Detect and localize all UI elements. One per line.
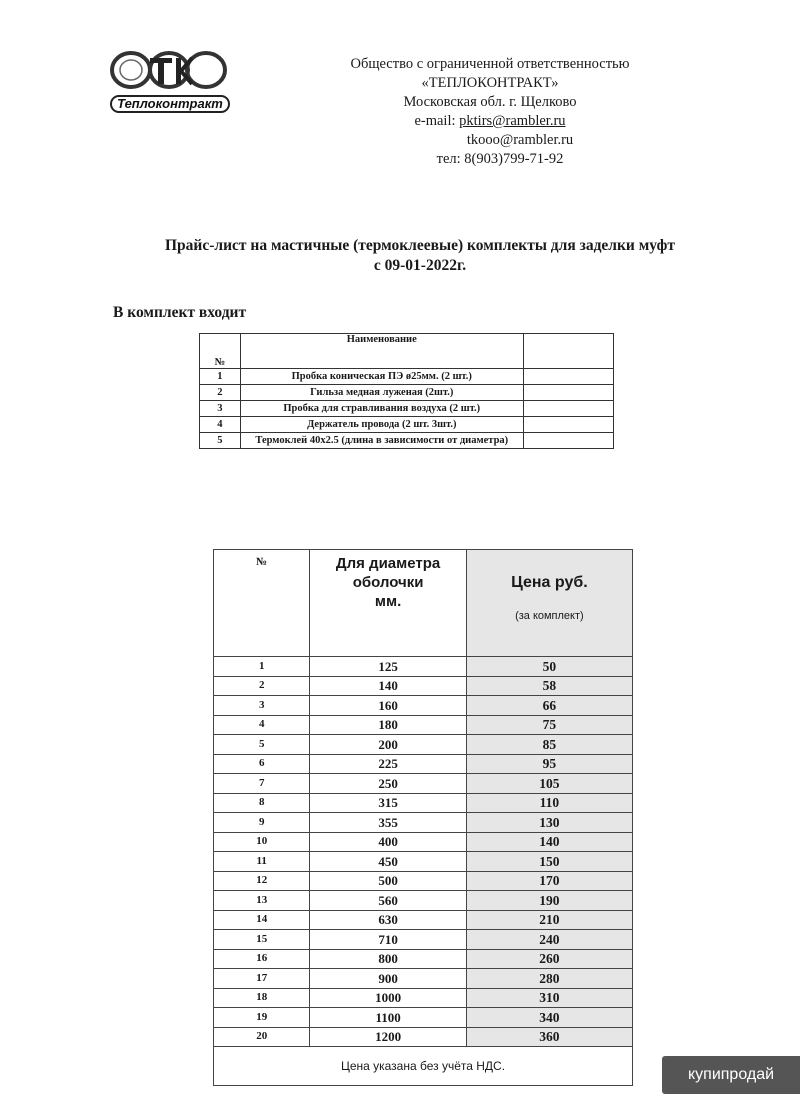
table-row <box>214 988 633 1008</box>
price-row-num: 5 <box>214 735 310 755</box>
table-row <box>214 891 633 911</box>
kit-row-empty <box>523 417 613 433</box>
table-row <box>214 832 633 852</box>
price-row-price: 140 <box>466 832 632 852</box>
table-row <box>214 1008 633 1028</box>
price-row-price: 75 <box>466 715 632 735</box>
kit-row-num: 3 <box>200 401 241 417</box>
price-row-diameter: 450 <box>310 852 466 872</box>
price-table-header <box>214 550 633 657</box>
price-row-diameter: 630 <box>310 910 466 930</box>
price-row-num: 18 <box>214 988 310 1008</box>
table-row <box>200 401 614 417</box>
price-table <box>213 549 633 1086</box>
price-row-num: 17 <box>214 969 310 989</box>
logo-emblem <box>106 48 234 98</box>
price-note: Цена указана без учёта НДС. <box>214 1047 633 1086</box>
table-row <box>214 774 633 794</box>
price-row-price: 340 <box>466 1008 632 1028</box>
price-row-price: 130 <box>466 813 632 833</box>
price-row-num: 20 <box>214 1027 310 1047</box>
price-row-diameter: 180 <box>310 715 466 735</box>
kit-row-num: 4 <box>200 417 241 433</box>
price-header-label: Цена руб. <box>511 574 588 591</box>
price-row-num: 4 <box>214 715 310 735</box>
price-col-diameter <box>310 550 466 657</box>
title-line-1: Прайс-лист на мастичные (термоклеевые) комплекты для заделки муфт <box>165 237 675 254</box>
table-row <box>214 754 633 774</box>
kit-col-empty <box>523 334 613 369</box>
table-row <box>214 676 633 696</box>
price-row-num: 19 <box>214 1008 310 1028</box>
price-row-diameter: 710 <box>310 930 466 950</box>
kit-row-name: Пробка для стравливания воздуха (2 шт.) <box>240 401 523 417</box>
company-legal-form: Общество с ограниченной ответственностью <box>350 56 630 72</box>
table-row <box>214 852 633 872</box>
kit-contents-table <box>199 333 614 449</box>
site-watermark: купипродай <box>662 1056 800 1094</box>
price-row-num: 3 <box>214 696 310 716</box>
price-row-diameter: 140 <box>310 676 466 696</box>
kit-row-empty <box>523 401 613 417</box>
price-row-num: 11 <box>214 852 310 872</box>
price-row-price: 240 <box>466 930 632 950</box>
price-row-diameter: 250 <box>310 774 466 794</box>
table-row <box>214 735 633 755</box>
kit-row-num: 1 <box>200 369 241 385</box>
price-row-num: 6 <box>214 754 310 774</box>
kit-heading: В комплект входит <box>113 304 247 321</box>
price-row-price: 110 <box>466 793 632 813</box>
price-row-diameter: 800 <box>310 949 466 969</box>
price-row-price: 58 <box>466 676 632 696</box>
price-row-num: 13 <box>214 891 310 911</box>
table-row <box>214 871 633 891</box>
price-row-num: 15 <box>214 930 310 950</box>
table-row <box>214 657 633 677</box>
email-link-2[interactable]: tkooo@rambler.ru <box>466 132 574 148</box>
company-address: Московская обл. г. Щелково <box>403 94 577 110</box>
email-label: e-mail: <box>414 113 460 129</box>
kit-row-num: 2 <box>200 385 241 401</box>
diameter-header-line-3: мм. <box>374 593 402 610</box>
price-row-price: 190 <box>466 891 632 911</box>
price-col-price <box>466 550 632 657</box>
kit-row-empty <box>523 385 613 401</box>
price-row-num: 8 <box>214 793 310 813</box>
price-row-price: 85 <box>466 735 632 755</box>
price-row-diameter: 225 <box>310 754 466 774</box>
table-row <box>200 385 614 401</box>
price-row-price: 360 <box>466 1027 632 1047</box>
price-row-price: 210 <box>466 910 632 930</box>
price-row-num: 7 <box>214 774 310 794</box>
table-row <box>214 813 633 833</box>
diameter-header-line-1: Для диаметра <box>335 555 441 572</box>
price-row-num: 1 <box>214 657 310 677</box>
logo-text: Теплоконтракт <box>110 95 230 113</box>
price-row-diameter: 1100 <box>310 1008 466 1028</box>
kit-col-name: Наименование <box>240 334 523 369</box>
price-row-diameter: 315 <box>310 793 466 813</box>
table-row <box>200 417 614 433</box>
kit-row-empty <box>523 369 613 385</box>
price-note-row <box>214 1047 633 1086</box>
price-row-num: 9 <box>214 813 310 833</box>
price-row-price: 66 <box>466 696 632 716</box>
table-row <box>214 910 633 930</box>
price-row-diameter: 1200 <box>310 1027 466 1047</box>
price-row-num: 10 <box>214 832 310 852</box>
price-row-num: 2 <box>214 676 310 696</box>
price-row-price: 150 <box>466 852 632 872</box>
price-col-num: № <box>214 550 310 657</box>
price-row-diameter: 500 <box>310 871 466 891</box>
price-row-price: 170 <box>466 871 632 891</box>
kit-col-num: № <box>200 334 241 369</box>
title-line-2: с 09-01-2022г. <box>373 257 467 274</box>
price-row-diameter: 355 <box>310 813 466 833</box>
email-row <box>300 112 680 131</box>
price-row-diameter: 1000 <box>310 988 466 1008</box>
price-row-diameter: 200 <box>310 735 466 755</box>
price-row-price: 95 <box>466 754 632 774</box>
price-row-price: 260 <box>466 949 632 969</box>
kit-row-num: 5 <box>200 433 241 449</box>
price-table-body <box>214 657 633 1047</box>
kit-row-name: Пробка коническая ПЭ ø25мм. (2 шт.) <box>240 369 523 385</box>
table-row <box>214 1027 633 1047</box>
price-row-price: 50 <box>466 657 632 677</box>
price-row-price: 310 <box>466 988 632 1008</box>
table-row <box>214 969 633 989</box>
table-row <box>214 696 633 716</box>
price-row-diameter: 900 <box>310 969 466 989</box>
table-row <box>214 930 633 950</box>
price-header-sub: (за комплект) <box>515 610 584 622</box>
company-info <box>300 55 680 169</box>
diameter-header-line-2: оболочки <box>352 574 424 591</box>
kit-row-name: Держатель провода (2 шт. 3шт.) <box>240 417 523 433</box>
price-row-num: 12 <box>214 871 310 891</box>
table-row <box>214 715 633 735</box>
table-row <box>214 793 633 813</box>
table-row <box>214 949 633 969</box>
table-row <box>200 369 614 385</box>
price-row-num: 14 <box>214 910 310 930</box>
document-title <box>100 236 740 276</box>
company-phone: тел: 8(903)799-71-92 <box>436 151 564 167</box>
price-row-price: 280 <box>466 969 632 989</box>
kit-row-name: Гильза медная луженая (2шт.) <box>240 385 523 401</box>
kit-row-name: Термоклей 40х2.5 (длина в зависимости от диаметра) <box>240 433 523 449</box>
company-logo <box>106 48 234 120</box>
email-link-1[interactable]: pktirs@rambler.ru <box>459 113 566 129</box>
price-row-diameter: 400 <box>310 832 466 852</box>
price-row-price: 105 <box>466 774 632 794</box>
kit-table-header <box>200 334 614 369</box>
company-name: «ТЕПЛОКОНТРАКТ» <box>421 75 559 91</box>
price-row-diameter: 560 <box>310 891 466 911</box>
price-row-num: 16 <box>214 949 310 969</box>
price-row-diameter: 125 <box>310 657 466 677</box>
kit-row-empty <box>523 433 613 449</box>
table-row <box>200 433 614 449</box>
price-row-diameter: 160 <box>310 696 466 716</box>
